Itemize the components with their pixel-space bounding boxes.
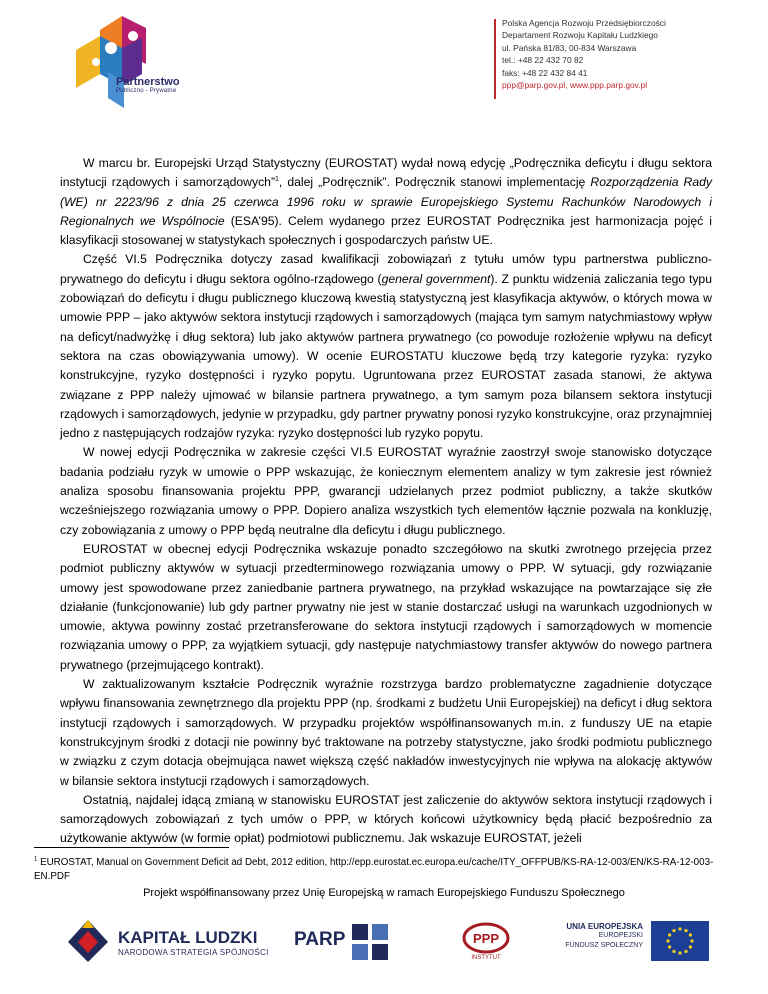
agency-divider [494,19,496,99]
paragraph-4: EUROSTAT w obecnej edycji Podręcznika wskazuje ponadto szczegółowo na skutki zwrotnego przejęcia przez podmiot publiczny aktywów w sytuacji przedterminowego rozwiązania umowy o PPP. W sytuacji, gdy rozwiązanie umowy jest spowodowane przez zaniedbanie partnera prywatnego, na przykład wskazujące na powtarzające się złe działanie (funkcjonowanie) lub gdy partner prywatny nie jest w stanie dostarczać usługi na warunkach uzgodnionych w umowie, aktywa powinny zostać przetransferowane do sektora instytucji rządowych i samorządowych w momencie rozwiązania umowy o PPP, za wyjątkiem sytuacji, gdy następuje natychmiastowy transfer aktywów do nowego partnera prywatnego (przejmującego kontrakt). [60,541,712,672]
ppp-institute-label: INSTYTUT [471,955,501,961]
partnerstwo-logo [62,12,212,112]
p2-text-a: Część VI.5 Podręcznika dotyczy zasad kwalifikacji zobowiązań z tytułu umów typu partnerstwa publiczno-prywatnego do deficytu i długu sektora ogólno-rządowego ( [60,252,712,286]
parp-logo-text: PARP [294,929,346,950]
footnote-text: EUROSTAT, Manual on Government Deficit ad Debt, 2012 edition, http://epp.eurostat.ec.europa.eu/cache/ITY_OFFPUB/KS-RA-12-003/EN/KS-RA-12-003-EN.PDF [34,857,714,882]
footnote-number: 1 [34,856,38,863]
paragraph-3: W nowej edycji Podręcznika w zakresie części VI.5 EUROSTAT wyraźnie zaostrzył swoje stanowisko dotyczące badania podziału ryzyk w umowie o PPP wskazując, że koniecznym elementem analizy w tym zakresie jest również analiza sposobu finansowania projektu PPP, gwarancji udzielanych przez podmiot publiczny, a także skutków wcześniejszego rozwiązania umowy o PPP. Dopiero analiza wszystkich tych elementów łącznie pozwala na konkluzję, czy zobowiązania z umowy o PPP będą neutralne dla deficytu i długu publicznego. [60,445,712,537]
paragraph-5: W zaktualizowanym kształcie Podręcznik wyraźnie rozstrzyga bardzo problematyczne zagadnienie dotyczące wpływu finansowania zewnętrznego dla projektu PPP (np. środkami z budżetu Unii Europejskiej) na deficyt i dług sektora instytucji rządowych i samorządowych. W przypadku projektów współfinansowanych m.in. z funduszy UE na etapie konstrukcyjnym środki z dotacji nie powinny być traktowane na potrzeby statystyczne, jako środki podmiotu publicznego w związku z czym dotacja obejmująca nawet większą część nakładów inwestycyjnych nie wpływa na alokację aktywów w bilansie sektora instytucji rządowych i samorządowych. [60,677,712,788]
p1-text-a: W marcu br. Europejski Urząd Statystyczny (EUROSTAT) wydał nową edycję „Podręcznika deficytu i długu sektora instytucji rządowych i samorządowych” [60,156,712,190]
agency-address [502,17,752,91]
eu-fund-line-1: EUROPEJSKI [598,932,643,939]
paragraph-2 [60,250,712,443]
ppp-logo-text: PPP [472,931,500,946]
p1-regulation-title: Rozporządzenia Rady (WE) nr 2223/96 z dnia 25 czerwca 1996 roku w sprawie Europejskiego Systemu Rachunków Narodowych i Regionalnych we Wspólnocie [60,175,712,228]
kapital-ludzki-title: KAPITAŁ LUDZKI [118,928,258,947]
footnote-divider [34,847,229,848]
eu-fund-line-2: FUNDUSZ SPOŁECZNY [565,942,643,949]
department-name: Departament Rozwoju Kapitału Ludzkiego [502,30,658,41]
email-website[interactable]: ppp@parp.gov.pl, www.ppp.parp.gov.pl [502,80,648,91]
footnote [34,856,734,884]
agency-name: Polska Agencja Rozwoju Przedsiębiorczości [502,18,666,28]
fax: faks: +48 22 432 84 41 [502,67,588,78]
logo-sub-text: Publiczno - Prywatne [116,88,177,94]
footnote-ref[interactable]: 1 [275,176,279,184]
parp-emblem [350,922,390,962]
eu-text [543,922,643,951]
p1-text-c: (ESA’95). Celem wydanego przez EUROSTAT Podręcznika jest harmonizacja pojęć i klasyfikacji stosowanej w statystykach społecznych i gospodarczych państw UE. [60,213,712,248]
kapital-ludzki-emblem [64,916,112,964]
document-body [60,154,712,849]
logo-main-text: Partnerstwo [116,76,180,88]
cofunding-note: Projekt współfinansowany przez Unię Europejską w ramach Europejskiego Funduszu Społecznego [143,887,625,899]
p2-term: general government [381,271,491,286]
kapital-ludzki-subtitle: NARODOWA STRATEGIA SPÓJNOŚCI [118,948,269,957]
paragraph-6: Ostatnią, najdalej idącą zmianą w stanowisku EUROSTAT jest zaliczenie do aktywów sektora instytucji rządowych i samorządowych zobowiązań z tych umów o PPP, w których końcowi użytkownicy będą płacić bezpośrednio za użytkowanie aktywów (w formie opłat) podmiotowi publicznemu. Jak wskazuje EUROSTAT, jeżeli [60,792,712,846]
logo-text [116,77,180,94]
street-address: ul. Pańska 81/83, 00-834 Warszawa [502,42,637,53]
phone: tel.: +48 22 432 70 82 [502,55,584,66]
paragraph-1 [60,154,712,250]
eu-flag [651,921,709,961]
p1-text-b: , dalej „Podręcznik”. Podręcznik stanowi implementację [278,175,591,190]
p2-text-b: ). Z punktu widzenia zaliczania tego typu zobowiązań do deficytu i długu publicznego kluczową kwestią statystyczną jest klasyfikacja aktywów, o których mowa w umowie PPP – jako aktywów sektora instytucji rządowych i samorządowych (mająca tym samym natychmiastowy wpływ na deficyt/nadwyżkę i dług sektora) lub jako aktywów partnera prywatnego (co powoduje rozłożenie wpływu na deficyt sektora na czas obowiązywania umowy). W ocenie EUROSTATU kluczowe będą trzy kategorie ryzyka: ryzyko konstrukcyjne, ryzyko dostępności i ryzyko popytu. Ugruntowana przez EUROSTAT zasada stanowi, że aktywa związane z PPP należy ujmować w bilansie partnera prywatnego, a tym samym poza bilansem sektora instytucji rządowych i samorządowych, jedynie w przypadku, gdy partner prywatny ponosi ryzyko konstrukcyjne, oraz przynajmniej jedno z następujących rodzajów ryzyka: ryzyko dostępności lub ryzyko popytu. [60,271,712,441]
eu-title: UNIA EUROPEJSKA [566,922,643,931]
